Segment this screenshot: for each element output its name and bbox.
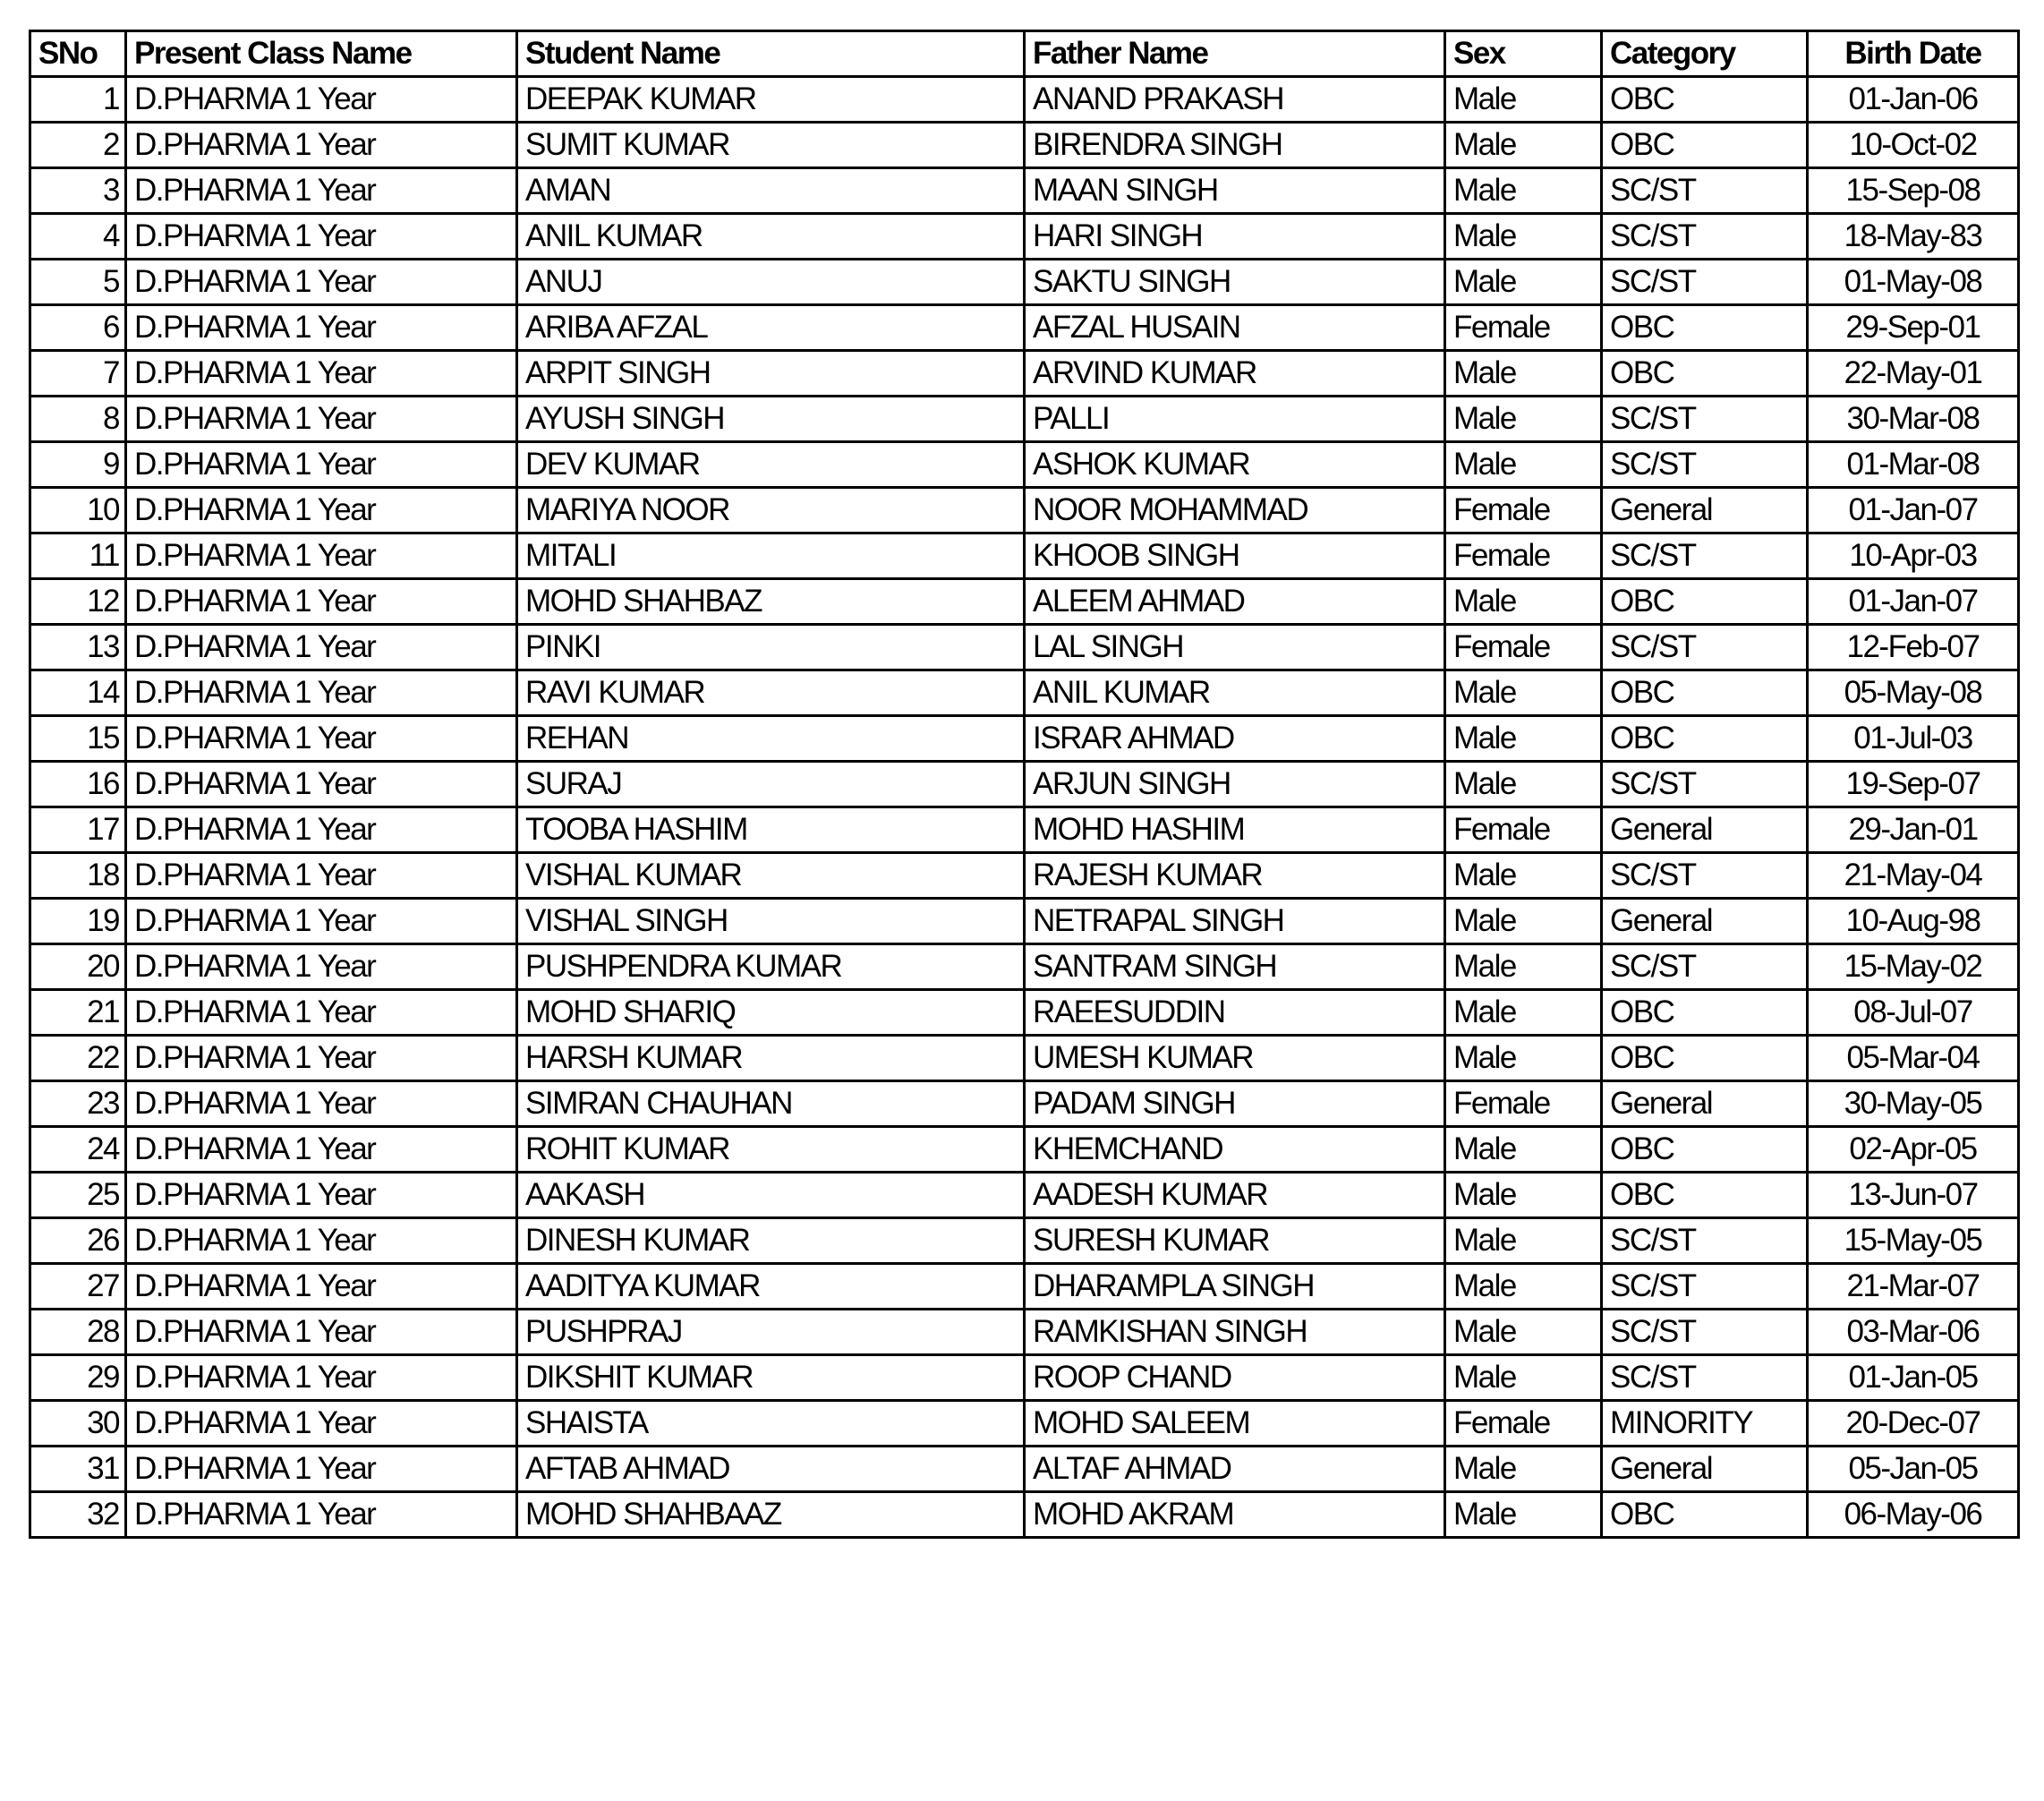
cell-sno: 30 (30, 1401, 126, 1447)
cell-father-name: DHARAMPLA SINGH (1025, 1264, 1445, 1310)
cell-sex: Male (1445, 1310, 1602, 1355)
cell-category: General (1602, 807, 1808, 853)
table-row (30, 853, 2019, 899)
cell-father-name: MOHD HASHIM (1025, 807, 1445, 853)
cell-category: OBC (1602, 716, 1808, 762)
cell-student-name: MOHD SHAHBAAZ (517, 1492, 1025, 1538)
cell-category: OBC (1602, 1173, 1808, 1218)
cell-sex: Male (1445, 214, 1602, 260)
cell-sex: Male (1445, 351, 1602, 397)
cell-sno: 11 (30, 533, 126, 579)
cell-sex: Male (1445, 1036, 1602, 1081)
cell-sex: Female (1445, 807, 1602, 853)
cell-sex: Female (1445, 305, 1602, 351)
cell-birth-date: 30-May-05 (1808, 1081, 2019, 1127)
cell-birth-date: 08-Jul-07 (1808, 990, 2019, 1036)
table-row (30, 442, 2019, 488)
cell-birth-date: 10-Oct-02 (1808, 123, 2019, 168)
cell-category: SC/ST (1602, 442, 1808, 488)
cell-birth-date: 01-Jan-05 (1808, 1355, 2019, 1401)
table-row (30, 77, 2019, 123)
table-row (30, 168, 2019, 214)
cell-birth-date: 01-Mar-08 (1808, 442, 2019, 488)
cell-present-class-name: D.PHARMA 1 Year (126, 168, 517, 214)
cell-sex: Male (1445, 1127, 1602, 1173)
cell-father-name: RAJESH KUMAR (1025, 853, 1445, 899)
cell-sex: Male (1445, 123, 1602, 168)
cell-student-name: REHAN (517, 716, 1025, 762)
cell-birth-date: 21-May-04 (1808, 853, 2019, 899)
cell-sno: 20 (30, 944, 126, 990)
table-row (30, 944, 2019, 990)
table-row (30, 670, 2019, 716)
cell-father-name: ALTAF AHMAD (1025, 1447, 1445, 1492)
cell-student-name: RAVI KUMAR (517, 670, 1025, 716)
cell-sno: 19 (30, 899, 126, 944)
cell-student-name: VISHAL SINGH (517, 899, 1025, 944)
cell-student-name: MOHD SHARIQ (517, 990, 1025, 1036)
cell-student-name: TOOBA HASHIM (517, 807, 1025, 853)
cell-category: SC/ST (1602, 1355, 1808, 1401)
cell-sno: 10 (30, 488, 126, 533)
header-sex: Sex (1445, 31, 1602, 77)
cell-birth-date: 21-Mar-07 (1808, 1264, 2019, 1310)
cell-sex: Male (1445, 716, 1602, 762)
cell-student-name: ANIL KUMAR (517, 214, 1025, 260)
cell-sex: Male (1445, 762, 1602, 807)
cell-birth-date: 29-Jan-01 (1808, 807, 2019, 853)
cell-father-name: PADAM SINGH (1025, 1081, 1445, 1127)
cell-sno: 28 (30, 1310, 126, 1355)
cell-birth-date: 20-Dec-07 (1808, 1401, 2019, 1447)
cell-category: SC/ST (1602, 853, 1808, 899)
cell-sex: Male (1445, 1264, 1602, 1310)
table-row (30, 533, 2019, 579)
cell-student-name: DEEPAK KUMAR (517, 77, 1025, 123)
header-row (30, 31, 2019, 77)
cell-birth-date: 10-Aug-98 (1808, 899, 2019, 944)
cell-sno: 2 (30, 123, 126, 168)
cell-father-name: RAEESUDDIN (1025, 990, 1445, 1036)
cell-sex: Male (1445, 990, 1602, 1036)
cell-sno: 31 (30, 1447, 126, 1492)
cell-present-class-name: D.PHARMA 1 Year (126, 77, 517, 123)
student-table (29, 30, 2020, 1539)
cell-student-name: AAKASH (517, 1173, 1025, 1218)
cell-present-class-name: D.PHARMA 1 Year (126, 899, 517, 944)
cell-present-class-name: D.PHARMA 1 Year (126, 1447, 517, 1492)
cell-category: SC/ST (1602, 1310, 1808, 1355)
cell-sex: Male (1445, 397, 1602, 442)
cell-father-name: ISRAR AHMAD (1025, 716, 1445, 762)
cell-sex: Male (1445, 1447, 1602, 1492)
cell-sex: Male (1445, 1218, 1602, 1264)
cell-student-name: PUSHPENDRA KUMAR (517, 944, 1025, 990)
cell-present-class-name: D.PHARMA 1 Year (126, 1173, 517, 1218)
table-row (30, 899, 2019, 944)
table-row (30, 1173, 2019, 1218)
cell-present-class-name: D.PHARMA 1 Year (126, 123, 517, 168)
cell-present-class-name: D.PHARMA 1 Year (126, 442, 517, 488)
cell-birth-date: 01-Jan-07 (1808, 579, 2019, 625)
cell-student-name: VISHAL KUMAR (517, 853, 1025, 899)
cell-sex: Male (1445, 1355, 1602, 1401)
cell-birth-date: 12-Feb-07 (1808, 625, 2019, 670)
cell-category: OBC (1602, 670, 1808, 716)
cell-sex: Male (1445, 670, 1602, 716)
cell-category: OBC (1602, 123, 1808, 168)
cell-sno: 27 (30, 1264, 126, 1310)
table-row (30, 625, 2019, 670)
cell-sno: 1 (30, 77, 126, 123)
student-list-sheet (29, 30, 2017, 1539)
cell-present-class-name: D.PHARMA 1 Year (126, 762, 517, 807)
cell-sno: 29 (30, 1355, 126, 1401)
cell-category: SC/ST (1602, 533, 1808, 579)
cell-sex: Male (1445, 260, 1602, 305)
table-row (30, 123, 2019, 168)
cell-student-name: AMAN (517, 168, 1025, 214)
cell-category: MINORITY (1602, 1401, 1808, 1447)
table-row (30, 1401, 2019, 1447)
cell-sex: Male (1445, 853, 1602, 899)
table-row (30, 260, 2019, 305)
cell-father-name: SAKTU SINGH (1025, 260, 1445, 305)
cell-student-name: ARIBA AFZAL (517, 305, 1025, 351)
cell-category: SC/ST (1602, 397, 1808, 442)
cell-father-name: NOOR MOHAMMAD (1025, 488, 1445, 533)
cell-present-class-name: D.PHARMA 1 Year (126, 1264, 517, 1310)
table-row (30, 305, 2019, 351)
cell-sno: 4 (30, 214, 126, 260)
header-sno: SNo (30, 31, 126, 77)
cell-sno: 26 (30, 1218, 126, 1264)
cell-father-name: SANTRAM SINGH (1025, 944, 1445, 990)
cell-category: OBC (1602, 1036, 1808, 1081)
cell-student-name: PUSHPRAJ (517, 1310, 1025, 1355)
cell-sno: 5 (30, 260, 126, 305)
cell-category: SC/ST (1602, 168, 1808, 214)
cell-present-class-name: D.PHARMA 1 Year (126, 533, 517, 579)
cell-category: OBC (1602, 77, 1808, 123)
cell-present-class-name: D.PHARMA 1 Year (126, 1310, 517, 1355)
cell-birth-date: 01-May-08 (1808, 260, 2019, 305)
cell-sno: 3 (30, 168, 126, 214)
table-row (30, 990, 2019, 1036)
cell-sex: Female (1445, 1081, 1602, 1127)
cell-father-name: AFZAL HUSAIN (1025, 305, 1445, 351)
cell-sno: 22 (30, 1036, 126, 1081)
header-student-name: Student Name (517, 31, 1025, 77)
cell-father-name: NETRAPAL SINGH (1025, 899, 1445, 944)
cell-category: General (1602, 899, 1808, 944)
cell-birth-date: 13-Jun-07 (1808, 1173, 2019, 1218)
cell-sex: Male (1445, 442, 1602, 488)
cell-sno: 24 (30, 1127, 126, 1173)
cell-birth-date: 15-May-05 (1808, 1218, 2019, 1264)
cell-present-class-name: D.PHARMA 1 Year (126, 214, 517, 260)
table-row (30, 1127, 2019, 1173)
cell-student-name: SURAJ (517, 762, 1025, 807)
cell-sno: 32 (30, 1492, 126, 1538)
cell-present-class-name: D.PHARMA 1 Year (126, 305, 517, 351)
table-row (30, 807, 2019, 853)
cell-sno: 25 (30, 1173, 126, 1218)
cell-birth-date: 18-May-83 (1808, 214, 2019, 260)
cell-father-name: BIRENDRA SINGH (1025, 123, 1445, 168)
cell-student-name: DINESH KUMAR (517, 1218, 1025, 1264)
cell-present-class-name: D.PHARMA 1 Year (126, 853, 517, 899)
header-birth-date: Birth Date (1808, 31, 2019, 77)
cell-present-class-name: D.PHARMA 1 Year (126, 1127, 517, 1173)
cell-student-name: AFTAB AHMAD (517, 1447, 1025, 1492)
table-row (30, 716, 2019, 762)
cell-sex: Male (1445, 1492, 1602, 1538)
table-row (30, 579, 2019, 625)
cell-present-class-name: D.PHARMA 1 Year (126, 1036, 517, 1081)
cell-birth-date: 01-Jan-06 (1808, 77, 2019, 123)
cell-present-class-name: D.PHARMA 1 Year (126, 1355, 517, 1401)
cell-present-class-name: D.PHARMA 1 Year (126, 579, 517, 625)
table-row (30, 1492, 2019, 1538)
cell-sno: 6 (30, 305, 126, 351)
cell-sno: 17 (30, 807, 126, 853)
cell-category: OBC (1602, 579, 1808, 625)
cell-father-name: KHEMCHAND (1025, 1127, 1445, 1173)
cell-student-name: SUMIT KUMAR (517, 123, 1025, 168)
table-row (30, 1310, 2019, 1355)
cell-father-name: LAL SINGH (1025, 625, 1445, 670)
cell-present-class-name: D.PHARMA 1 Year (126, 1081, 517, 1127)
cell-birth-date: 29-Sep-01 (1808, 305, 2019, 351)
cell-birth-date: 01-Jan-07 (1808, 488, 2019, 533)
cell-sex: Female (1445, 533, 1602, 579)
cell-present-class-name: D.PHARMA 1 Year (126, 670, 517, 716)
cell-father-name: ANAND PRAKASH (1025, 77, 1445, 123)
cell-father-name: ROOP CHAND (1025, 1355, 1445, 1401)
table-row (30, 1081, 2019, 1127)
cell-father-name: AADESH KUMAR (1025, 1173, 1445, 1218)
cell-sex: Male (1445, 944, 1602, 990)
cell-father-name: ARVIND KUMAR (1025, 351, 1445, 397)
cell-sex: Female (1445, 1401, 1602, 1447)
cell-present-class-name: D.PHARMA 1 Year (126, 397, 517, 442)
cell-birth-date: 03-Mar-06 (1808, 1310, 2019, 1355)
cell-present-class-name: D.PHARMA 1 Year (126, 1218, 517, 1264)
cell-student-name: DEV KUMAR (517, 442, 1025, 488)
cell-student-name: MITALI (517, 533, 1025, 579)
cell-sno: 9 (30, 442, 126, 488)
cell-sno: 12 (30, 579, 126, 625)
table-row (30, 1355, 2019, 1401)
cell-present-class-name: D.PHARMA 1 Year (126, 488, 517, 533)
header-present-class-name: Present Class Name (126, 31, 517, 77)
cell-father-name: MAAN SINGH (1025, 168, 1445, 214)
table-body (30, 77, 2019, 1538)
table-row (30, 1264, 2019, 1310)
cell-birth-date: 05-Jan-05 (1808, 1447, 2019, 1492)
table-row (30, 351, 2019, 397)
cell-category: General (1602, 488, 1808, 533)
cell-category: SC/ST (1602, 762, 1808, 807)
cell-father-name: KHOOB SINGH (1025, 533, 1445, 579)
table-row (30, 1036, 2019, 1081)
cell-father-name: ANIL KUMAR (1025, 670, 1445, 716)
table-row (30, 1447, 2019, 1492)
cell-present-class-name: D.PHARMA 1 Year (126, 807, 517, 853)
cell-category: SC/ST (1602, 944, 1808, 990)
cell-category: OBC (1602, 1127, 1808, 1173)
header-category: Category (1602, 31, 1808, 77)
cell-present-class-name: D.PHARMA 1 Year (126, 625, 517, 670)
cell-father-name: ARJUN SINGH (1025, 762, 1445, 807)
cell-father-name: ASHOK KUMAR (1025, 442, 1445, 488)
table-row (30, 1218, 2019, 1264)
cell-category: OBC (1602, 305, 1808, 351)
cell-category: OBC (1602, 351, 1808, 397)
cell-sno: 23 (30, 1081, 126, 1127)
cell-category: OBC (1602, 1492, 1808, 1538)
cell-present-class-name: D.PHARMA 1 Year (126, 351, 517, 397)
cell-birth-date: 15-May-02 (1808, 944, 2019, 990)
cell-student-name: PINKI (517, 625, 1025, 670)
cell-birth-date: 02-Apr-05 (1808, 1127, 2019, 1173)
cell-birth-date: 01-Jul-03 (1808, 716, 2019, 762)
cell-present-class-name: D.PHARMA 1 Year (126, 990, 517, 1036)
cell-present-class-name: D.PHARMA 1 Year (126, 944, 517, 990)
cell-sex: Male (1445, 168, 1602, 214)
cell-sno: 18 (30, 853, 126, 899)
cell-birth-date: 10-Apr-03 (1808, 533, 2019, 579)
cell-birth-date: 22-May-01 (1808, 351, 2019, 397)
cell-student-name: MOHD SHAHBAZ (517, 579, 1025, 625)
table-row (30, 397, 2019, 442)
cell-sno: 7 (30, 351, 126, 397)
cell-student-name: AYUSH SINGH (517, 397, 1025, 442)
table-row (30, 762, 2019, 807)
cell-student-name: ROHIT KUMAR (517, 1127, 1025, 1173)
cell-present-class-name: D.PHARMA 1 Year (126, 1401, 517, 1447)
cell-student-name: DIKSHIT KUMAR (517, 1355, 1025, 1401)
cell-father-name: MOHD AKRAM (1025, 1492, 1445, 1538)
cell-student-name: HARSH KUMAR (517, 1036, 1025, 1081)
cell-category: SC/ST (1602, 214, 1808, 260)
cell-birth-date: 30-Mar-08 (1808, 397, 2019, 442)
cell-birth-date: 05-Mar-04 (1808, 1036, 2019, 1081)
cell-sno: 13 (30, 625, 126, 670)
cell-sex: Male (1445, 579, 1602, 625)
cell-category: SC/ST (1602, 260, 1808, 305)
cell-sno: 16 (30, 762, 126, 807)
cell-student-name: ARPIT SINGH (517, 351, 1025, 397)
cell-student-name: AADITYA KUMAR (517, 1264, 1025, 1310)
cell-birth-date: 19-Sep-07 (1808, 762, 2019, 807)
cell-student-name: SIMRAN CHAUHAN (517, 1081, 1025, 1127)
cell-sex: Male (1445, 899, 1602, 944)
cell-sex: Female (1445, 488, 1602, 533)
cell-present-class-name: D.PHARMA 1 Year (126, 1492, 517, 1538)
cell-father-name: HARI SINGH (1025, 214, 1445, 260)
cell-student-name: MARIYA NOOR (517, 488, 1025, 533)
cell-father-name: UMESH KUMAR (1025, 1036, 1445, 1081)
table-row (30, 214, 2019, 260)
cell-category: General (1602, 1081, 1808, 1127)
cell-category: SC/ST (1602, 1264, 1808, 1310)
cell-student-name: ANUJ (517, 260, 1025, 305)
cell-sex: Male (1445, 77, 1602, 123)
cell-father-name: RAMKISHAN SINGH (1025, 1310, 1445, 1355)
cell-student-name: SHAISTA (517, 1401, 1025, 1447)
cell-category: General (1602, 1447, 1808, 1492)
cell-sex: Female (1445, 625, 1602, 670)
cell-father-name: ALEEM AHMAD (1025, 579, 1445, 625)
cell-present-class-name: D.PHARMA 1 Year (126, 716, 517, 762)
cell-present-class-name: D.PHARMA 1 Year (126, 260, 517, 305)
cell-category: OBC (1602, 990, 1808, 1036)
cell-sno: 21 (30, 990, 126, 1036)
cell-sno: 14 (30, 670, 126, 716)
table-row (30, 488, 2019, 533)
cell-father-name: PALLI (1025, 397, 1445, 442)
cell-birth-date: 06-May-06 (1808, 1492, 2019, 1538)
header-father-name: Father Name (1025, 31, 1445, 77)
cell-sno: 8 (30, 397, 126, 442)
cell-father-name: MOHD SALEEM (1025, 1401, 1445, 1447)
cell-birth-date: 15-Sep-08 (1808, 168, 2019, 214)
cell-birth-date: 05-May-08 (1808, 670, 2019, 716)
cell-father-name: SURESH KUMAR (1025, 1218, 1445, 1264)
cell-category: SC/ST (1602, 625, 1808, 670)
cell-sno: 15 (30, 716, 126, 762)
cell-sex: Male (1445, 1173, 1602, 1218)
cell-category: SC/ST (1602, 1218, 1808, 1264)
